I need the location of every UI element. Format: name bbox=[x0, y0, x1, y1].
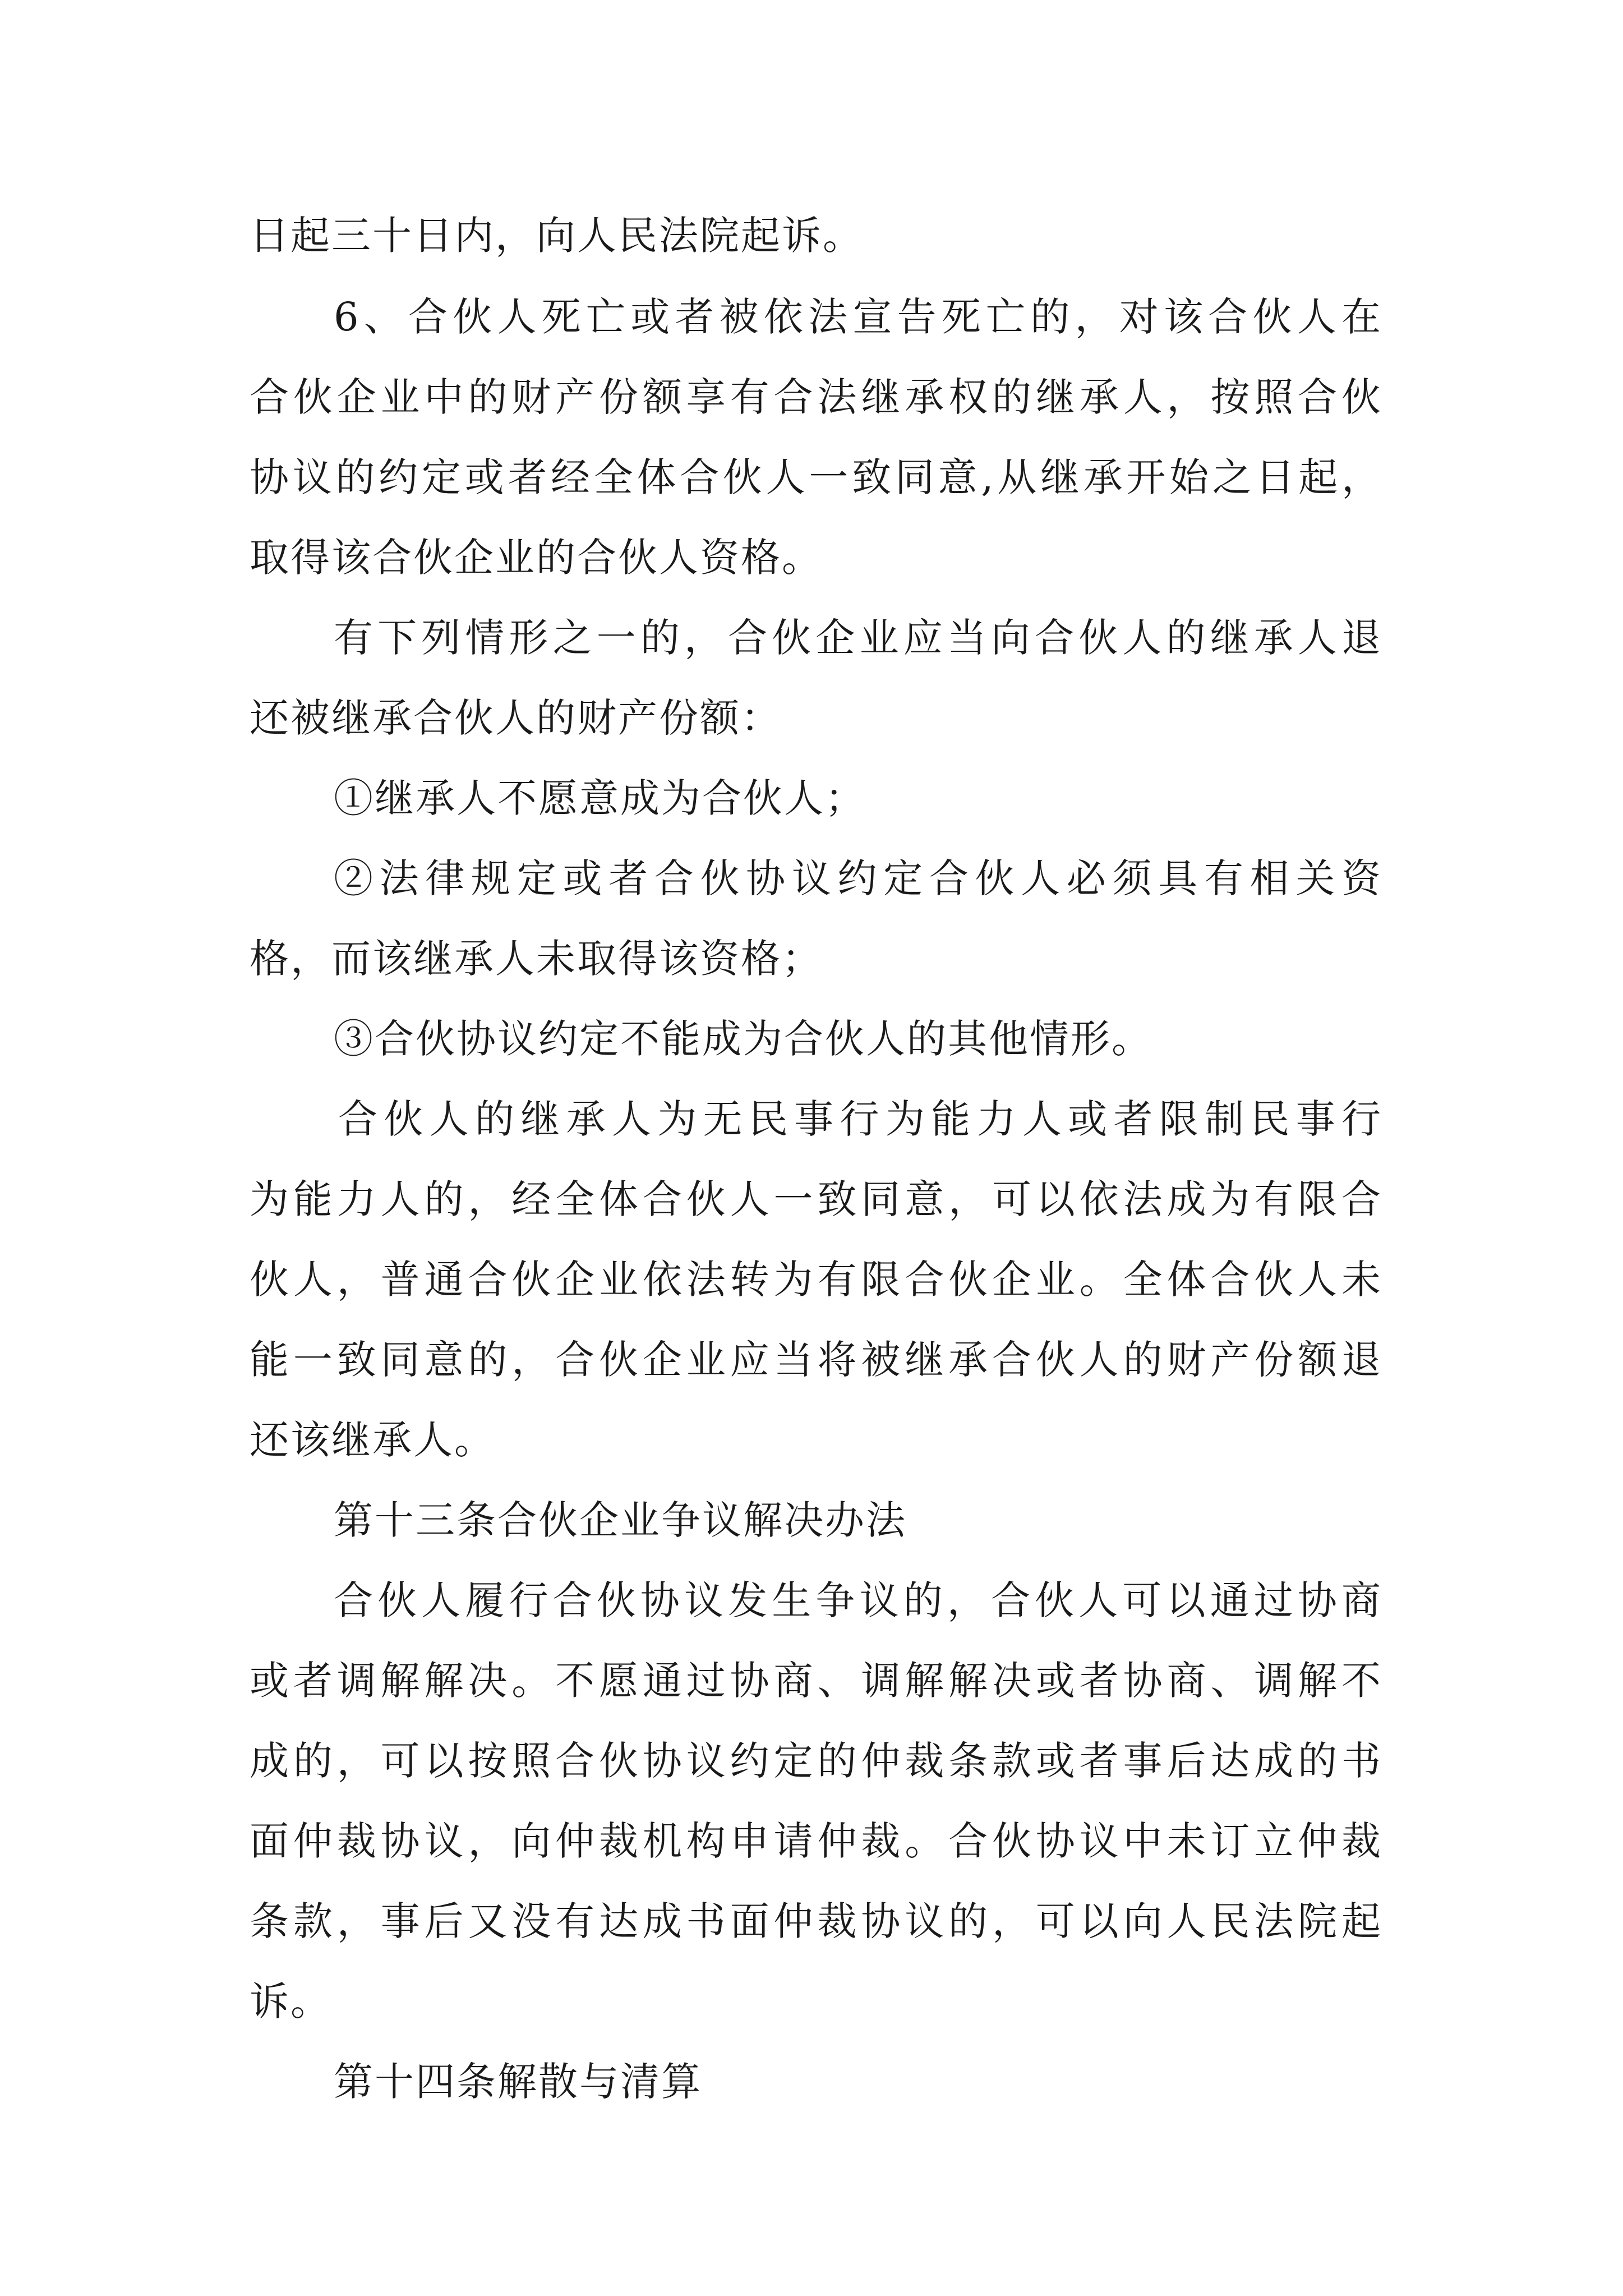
text-line: 为能力人的，经全体合伙人一致同意，可以依法成为有限合 bbox=[250, 1176, 1382, 1222]
text-line: 或者调解解决。不愿通过协商、调解解决或者协商、调解不 bbox=[250, 1658, 1382, 1704]
text-line: 6、合伙人死亡或者被依法宣告死亡的，对该合伙人在 bbox=[334, 294, 1382, 340]
text-line: 还该继承人。 bbox=[250, 1417, 495, 1463]
text-line: 伙人，普通合伙企业依法转为有限合伙企业。全体合伙人未 bbox=[250, 1257, 1382, 1303]
list-item: ①继承人不愿意成为合伙人； bbox=[334, 775, 866, 821]
text-line: 取得该合伙企业的合伙人资格。 bbox=[250, 535, 823, 581]
text-line: 能一致同意的，合伙企业应当将被继承合伙人的财产份额退 bbox=[250, 1337, 1382, 1383]
text-line: 还被继承合伙人的财产份额： bbox=[250, 695, 782, 741]
article-heading: 第十三条合伙企业争议解决办法 bbox=[334, 1497, 907, 1543]
text-line: 日起三十日内，向人民法院起诉。 bbox=[250, 213, 864, 259]
text-line: 合伙企业中的财产份额享有合法继承权的继承人，按照合伙 bbox=[250, 374, 1382, 420]
text-line: 条款，事后又没有达成书面仲裁协议的，可以向人民法院起 bbox=[250, 1898, 1382, 1944]
text-line: 成的，可以按照合伙协议约定的仲裁条款或者事后达成的书 bbox=[250, 1738, 1382, 1784]
text-line: 合伙人的继承人为无民事行为能力人或者限制民事行 bbox=[338, 1096, 1382, 1142]
text-line: 合伙人履行合伙协议发生争议的，合伙人可以通过协商 bbox=[334, 1577, 1382, 1623]
article-heading: 第十四条解散与清算 bbox=[334, 2059, 702, 2105]
text-line: 诉。 bbox=[250, 1978, 331, 2024]
text-line: 协议的约定或者经全体合伙人一致同意,从继承开始之日起， bbox=[250, 454, 1382, 500]
text-line: 面仲裁协议，向仲裁机构申请仲裁。合伙协议中未订立仲裁 bbox=[250, 1818, 1382, 1864]
list-item: ②法律规定或者合伙协议约定合伙人必须具有相关资 bbox=[334, 855, 1382, 901]
list-item: ③合伙协议约定不能成为合伙人的其他情形。 bbox=[334, 1016, 1152, 1062]
text-line: 有下列情形之一的，合伙企业应当向合伙人的继承人退 bbox=[334, 615, 1382, 661]
text-line: 格，而该继承人未取得该资格； bbox=[250, 936, 823, 982]
